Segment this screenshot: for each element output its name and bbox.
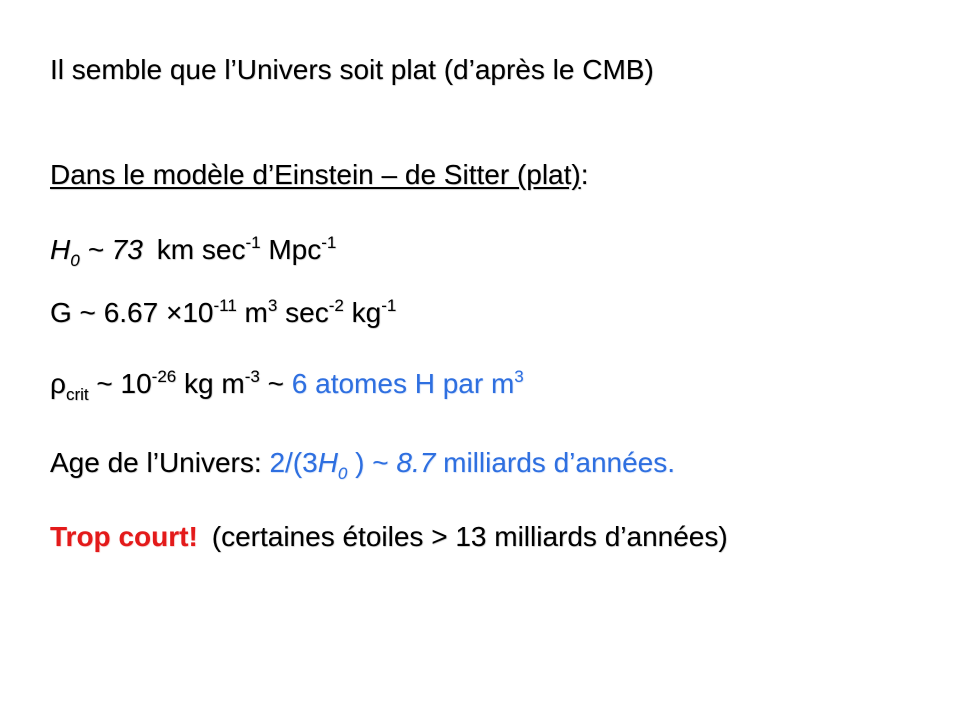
intro-statement: [50, 53, 654, 87]
model-heading-colon: :: [580, 159, 589, 190]
gravity-unit-m: m: [236, 297, 268, 328]
age-value: 8.7: [396, 447, 436, 478]
density-exp: -26: [151, 367, 177, 386]
density-atoms: 6 atomes H par m: [291, 368, 515, 399]
age-tail: milliards d’années.: [435, 447, 676, 478]
gravity-exp-power: -11: [213, 296, 237, 315]
intro-text: Il semble que l’Univers soit plat (d’après le CMB): [50, 54, 654, 85]
rho-symbol: ρ: [50, 368, 66, 399]
hubble-exp-mpc: -1: [321, 233, 337, 252]
rho-subscript: crit: [65, 385, 89, 404]
density-atoms-exp: 3: [514, 367, 524, 386]
gravity-unit-kg: kg: [343, 297, 382, 328]
model-heading: [50, 158, 589, 192]
density-unit: kg m: [176, 368, 245, 399]
density-unit-exp: -3: [244, 367, 260, 386]
gravity-unit-sec: sec: [277, 297, 329, 328]
hubble-unit-km-sec: km sec: [156, 234, 246, 265]
too-short-warning: Trop court!: [50, 521, 198, 552]
model-heading-text: Dans le modèle d’Einstein – de Sitter (plat): [50, 159, 581, 190]
age-formula-end: ) ~: [347, 447, 397, 478]
age-formula-sub: 0: [337, 464, 348, 483]
gravity-exp-sec: -2: [328, 296, 344, 315]
gravity-prefix: G ~ 6.67 ×10: [50, 297, 214, 328]
hubble-exp-sec: -1: [245, 233, 261, 252]
warning-line: [50, 520, 728, 554]
hubble-value: ~ 73: [87, 234, 143, 265]
universe-age-line: [50, 446, 676, 483]
density-value: ~ 10: [88, 368, 152, 399]
gravity-exp-m: 3: [267, 296, 278, 315]
hubble-subscript: 0: [70, 251, 80, 270]
hubble-unit-mpc: Mpc: [260, 234, 322, 265]
warning-explanation: (certaines étoiles > 13 milliards d’années): [211, 521, 728, 552]
critical-density-line: [50, 367, 524, 404]
density-tilde: ~: [259, 368, 292, 399]
age-formula-h: H: [317, 447, 338, 478]
hubble-symbol: H: [50, 234, 71, 265]
hubble-constant-line: [50, 233, 337, 270]
age-label: Age de l’Univers:: [50, 447, 270, 478]
age-formula-start: 2/(3: [269, 447, 318, 478]
gravity-constant-line: [50, 296, 396, 330]
gravity-exp-kg: -1: [381, 296, 397, 315]
